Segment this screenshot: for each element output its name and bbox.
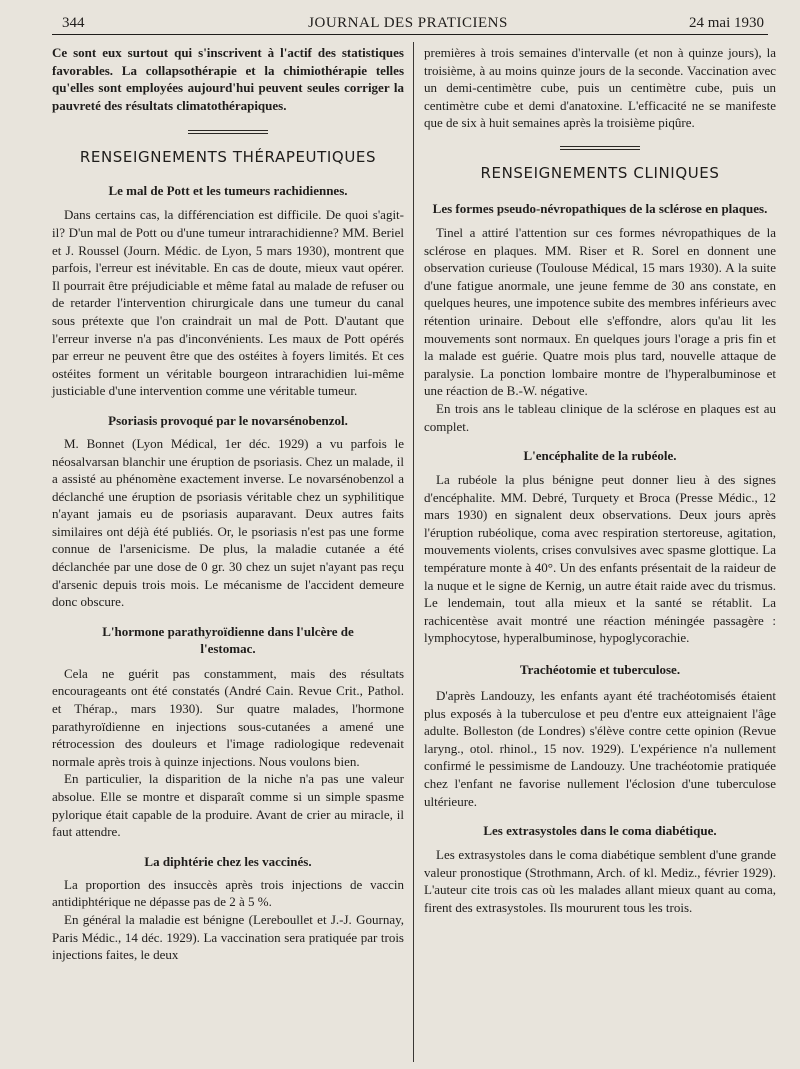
article-paragraph: Les extrasystoles dans le coma diabétique semblent d'une grande valeur pronostique (Strothmann, Arch. of kl. Mediz., février 1929). L'auteur cite trois cas où les malades allant mieux quant au coma, firent des extrasystoles. Ils moururent tous les trois. [424,847,776,915]
journal-title: JOURNAL DES PRATICIENS [308,15,508,31]
article-paragraph: D'après Landouzy, les enfants ayant été trachéotomisés étaient plus exposés à la tuberculose et peu d'entre eux atteignaient l'âge adulte. Bolleston (de Londres) s'élève contre cette opinion (Revue laryng., otol. rhinol., 15 nov. 1929). L'expérience n'a nullement confirmé le pessimisme de Landouzy. Une trachéotomie pratiquée chez l'enfant ne favorise nullement l'éclosion d'une tuberculose ultérieure. [424,688,776,809]
article-title: Le mal de Pott et les tumeurs rachidiennes. [108,183,348,199]
intro-paragraph: Ce sont eux surtout qui s'inscrivent à l'actif des statistiques favorables. La collapsothérapie et la chimiothérapie telles qu'elles sont employées aujourd'hui peuvent seules corriger la pauvreté des résultats climatothérapiques. [52,45,404,113]
section-title-therapeutiques: RENSEIGNEMENTS THÉRAPEUTIQUES [79,148,377,167]
left-column [52,44,404,964]
article-title: Les extrasystoles dans le coma diabétique. [483,823,717,839]
article-title: Les formes pseudo-névropathiques de la sclérose en plaques. [432,200,768,216]
page-number: 344 [62,15,85,31]
article-title: La diphtérie chez les vaccinés. [144,853,312,869]
article-paragraph: La proportion des insuccès après trois injections de vaccin antidiphtérique ne dépasse pas de 2 à 5 %. [52,876,404,910]
article-title: L'encéphalite de la rubéole. [523,448,677,464]
page-header [52,10,764,36]
article-paragraph: Cela ne guérit pas constamment, mais des résultats encourageants ont été constatés (André Cain. Revue Crit., Pathol. et Thérap., mars 1930). Sur quatre malades, l'hormone parathyroïdienne en injections sous-cutanées a amené une rétrocession des douleurs et l'image radiologique redevenait normale après trois à quinze injections. Nous voulons bien. [52,665,404,769]
article-title: Psoriasis provoqué par le novarsénobenzol. [108,412,348,428]
issue-date: 24 mai 1930 [689,15,764,31]
column-divider [413,42,414,1062]
article-title: L'hormone parathyroïdienne dans l'ulcère de l'estomac. [102,623,354,656]
continued-paragraph: premières à trois semaines d'intervalle (et non à quinze jours), la troisième, à au moins quinze jours de la seconde. Vaccination avec un demi-centimètre cube, puis un centimètre cube, puis un centimètre cube et demi d'anatoxine. L'efficacité ne se manifeste que de six à huit semaines après la troisième piqûre. [424,45,776,131]
article-paragraph: Dans certains cas, la différenciation est difficile. De quoi s'agit-il? D'un mal de Pott ou d'une tumeur intrarachidienne? MM. Beriel et J. Roussel (Journ. Médic. de Lyon, 5 mars 1930), montrent que parfois, l'erreur est inévitable. En cas de doute, mieux vaut opérer. Il pourrait être préjudiciable et même fatal au malade de refuser ou de retarder l'intervention chirurgicale dans une tumeur du canal sous prétexte que l'on craindrait un mal de Pott. D'autant que l'erreur inverse n'a pas d'inconvénients. Les maux de Pott opérés par erreur ne peuvent être que des ostéites à foyers limités. Et ces ostéites forment un véritable bourgeon intrarachidien lui-même justiciable d'une intervention comme une véritable tumeur. [52,207,404,399]
article-paragraph: En particulier, la disparition de la niche n'a pas une valeur absolue. Elle se montre et disparaît comme si un simple spasme pylorique était capable de la produire. Avant de crier au miracle, il faut attendre. [52,771,404,840]
right-column [424,44,776,917]
article-title: Trachéotomie et tuberculose. [519,662,681,678]
section-title-cliniques: RENSEIGNEMENTS CLINIQUES [480,163,720,182]
article-paragraph: En général la maladie est bénigne (Lereboullet et J.-J. Gournay, Paris Médic., 14 déc. 1929). La vaccination sera pratiquée par trois injections faites, le deux [52,911,404,963]
article-paragraph: Tinel a attiré l'attention sur ces formes névropathiques de la sclérose en plaques. MM. Riser et R. Sorel en donnent une observation curieuse (Toulouse Médical, 15 mars 1930). A la suite d'une fatigue anormale, une jeune femme de 30 ans constate, en quelques heures, une impotence subite des membres inférieurs avec rétention urinaire. Debout elle s'effondre, alors qu'au lit les mouvements sont normaux. En quelques jours l'orage a pris fin et la malade est guérie. Quatre mois plus tard, nouvelle attaque de paralysie. La ponction lombaire montre de l'hyperalbuminose et une réaction de B.-W. négative. [424,224,776,399]
article-paragraph: En trois ans le tableau clinique de la sclérose en plaques est au complet. [424,400,776,434]
header-rule [52,34,768,35]
article-paragraph: La rubéole la plus bénigne peut donner lieu à des signes d'encéphalite. MM. Debré, Turquety et Broca (Presse Médic., 12 mars 1930) en signalent deux observations. Deux jours après l'éruption rubéolique, coma avec respiration stertoreuse, agitation, mouvements violents, crises convulsives avec spasme glottique. La température monte à 40°. Un des enfants présentait de la raideur de la nuque et le signe de Kernig, un autre était raide avec du trismus. Le lendemain, tout alla mieux et la santé se rétablit. La rachicentèse avait montré une réaction méningée passagère : lymphocytose, hyperalbuminose, hypoglycorachie. [424,472,776,646]
article-paragraph: M. Bonnet (Lyon Médical, 1er déc. 1929) a vu parfois le néosalvarsan blanchir une éruption de psoriasis. Chez un malade, il a assisté au phénomène exactement inverse. Le novarsénobenzol a déclanché une éruption de psoriasis véritable chez un syphilitique n'ayant jamais eu de psoriasis auparavant. Deux autres faits similaires ont déjà été publiés. Or, le psoriasis n'est pas une forme connue de l'arsenicisme. De plus, la maladie cutanée a été déclanchée par une dose de 0 gr. 30 chez un sujet n'ayant pas reçu d'arsenic depuis trois mois. Le mécanisme de l'accident demeure donc obscure. [52,435,404,610]
